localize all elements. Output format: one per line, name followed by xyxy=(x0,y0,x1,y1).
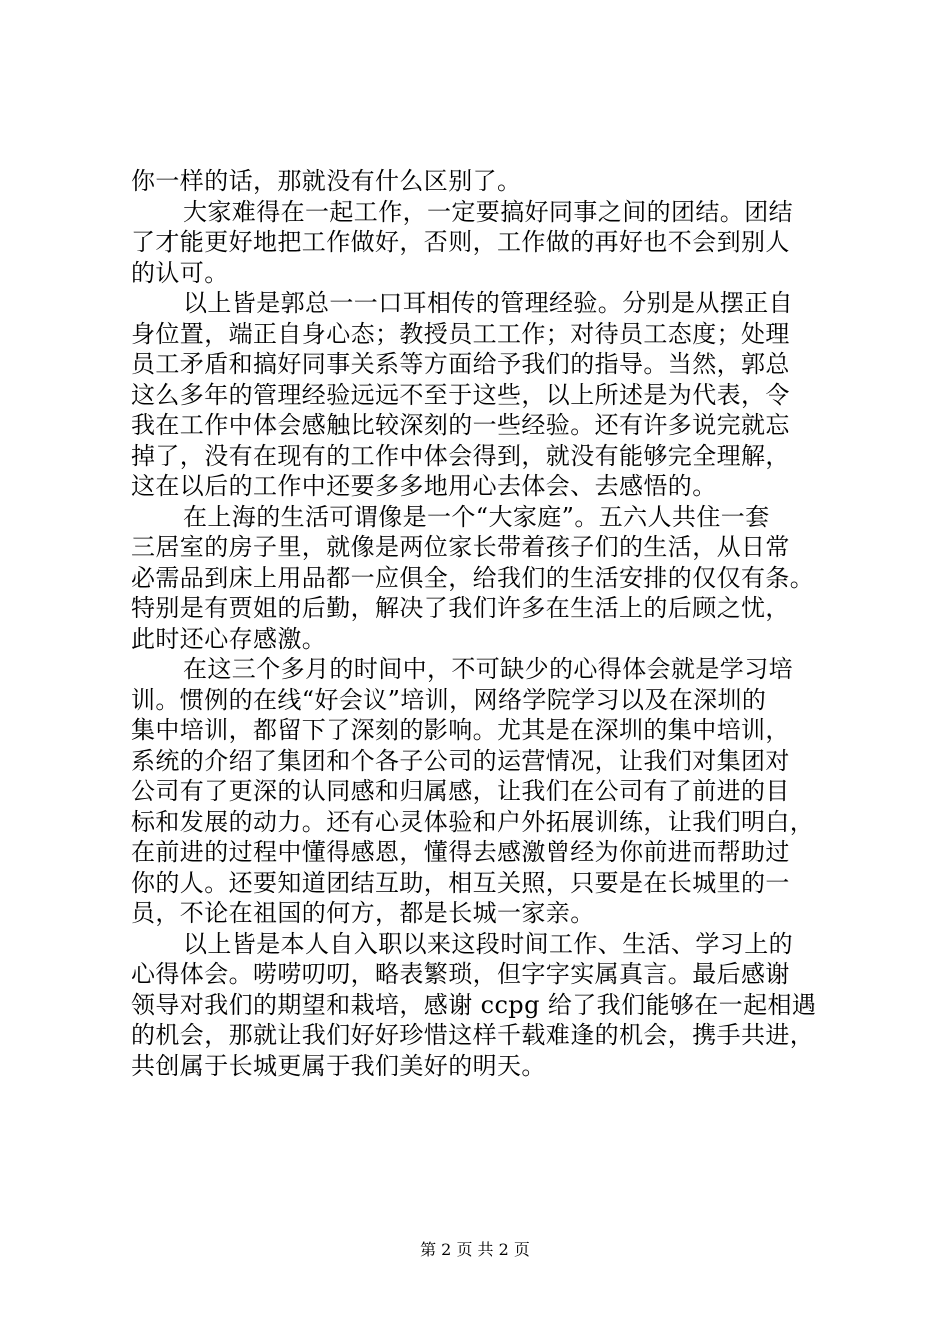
paragraph-first-line: 大家难得在一起工作，一定要搞好同事之间的团结。团结 xyxy=(183,197,793,226)
paragraph-first-line: 以上皆是本人自入职以来这段时间工作、生活、学习上的 xyxy=(183,929,793,958)
text-line: 公司有了更深的认同感和归属感，让我们在公司有了前进的目 xyxy=(131,777,790,805)
text-line: 身位置，端正自身心态；教授员工工作；对待员工态度；处理 xyxy=(131,319,790,348)
text-line: 必需品到床上用品都一应俱全，给我们的生活安排的仅仅有条。 xyxy=(131,563,815,592)
text-line: 系统的介绍了集团和个各子公司的运营情况，让我们对集团对 xyxy=(131,746,790,775)
text-line: 此时还心存感激。 xyxy=(131,624,327,653)
paragraph-first-line: 在这三个多月的时间中，不可缺少的心得体会就是学习培 xyxy=(183,655,793,683)
text-line: 你的人。还要知道团结互助，相互关照，只要是在长城里的一 xyxy=(131,868,790,897)
paragraph-first-line: 以上皆是郭总一一口耳相传的管理经验。分别是从摆正自 xyxy=(183,289,793,317)
page-number-footer: 第 2 页 共 2 页 xyxy=(420,1240,530,1259)
text-line: 在前进的过程中懂得感恩，懂得去感激曾经为你前进而帮助过 xyxy=(131,838,790,866)
text-line: 我在工作中体会感触比较深刻的一些经验。还有许多说完就忘 xyxy=(131,411,790,439)
text-line: 这么多年的管理经验远远不至于这些，以上所述是为代表，令 xyxy=(131,380,790,409)
text-line: 集中培训，都留下了深刻的影响。尤其是在深圳的集中培训， xyxy=(131,716,790,744)
text-line: 你一样的话，那就没有什么区别了。 xyxy=(131,167,522,195)
text-line: 这在以后的工作中还要多多地用心去体会、去感悟的。 xyxy=(131,472,717,500)
body-text xyxy=(131,166,851,1081)
text-line: 员，不论在祖国的何方，都是长城一家亲。 xyxy=(131,899,595,927)
paragraph-first-line: 在上海的生活可谓像是一个“大家庭”。五六人共住一套 xyxy=(183,502,770,531)
text-line: 了才能更好地把工作做好，否则，工作做的再好也不会到别人 xyxy=(131,228,790,256)
text-line: 共创属于长城更属于我们美好的明天。 xyxy=(131,1051,546,1080)
text-line: 特别是有贾姐的后勤，解决了我们许多在生活上的后顾之忧， xyxy=(131,594,790,622)
text-line: 的机会，那就让我们好好珍惜这样千载难逢的机会，携手共进， xyxy=(131,1021,815,1049)
text-line: 掉了，没有在现有的工作中体会得到，就没有能够完全理解， xyxy=(131,441,790,470)
text-line: 心得体会。唠唠叨叨，略表繁琐，但字字实属真言。最后感谢 xyxy=(131,960,790,988)
text-line: 员工矛盾和搞好同事关系等方面给予我们的指导。当然，郭总 xyxy=(131,350,790,378)
text-line: 三居室的房子里，就像是两位家长带着孩子们的生活，从日常 xyxy=(131,533,790,561)
text-line: 领导对我们的期望和栽培，感谢 ccpg 给了我们能够在一起相遇 xyxy=(131,990,817,1019)
text-line: 标和发展的动力。还有心灵体验和户外拓展训练，让我们明白， xyxy=(131,807,815,836)
text-line: 的认可。 xyxy=(131,258,229,287)
text-line: 训。惯例的在线“好会议”培训，网络学院学习以及在深圳的 xyxy=(131,685,767,714)
